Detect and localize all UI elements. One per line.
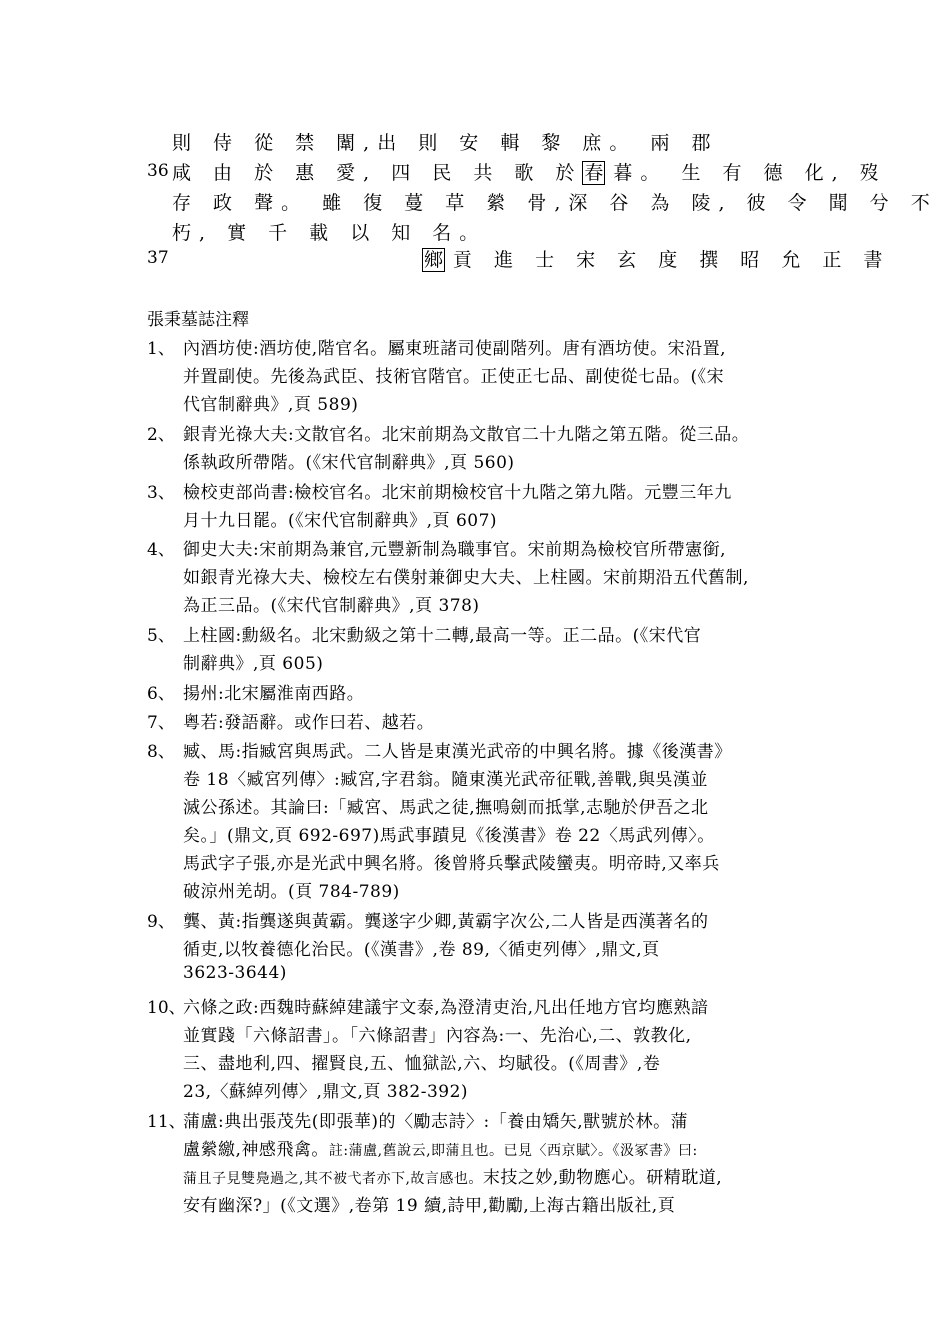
note-line: 銀青光祿大夫:文散官名。北宋前期為文散官二十九階之第五階。從三品。 — [183, 425, 750, 445]
note-line: 如銀青光祿大夫、檢校左右僕射兼御史大夫、上柱國。宋前期沿五代舊制, — [183, 568, 749, 588]
note-number: 2、 — [147, 425, 175, 445]
epitaph-line-e — [422, 245, 890, 272]
note-line: 係執政所帶階。(《宋代官制辭典》,頁 560) — [183, 453, 515, 473]
epitaph-line-c: 存 政 聲。 雖 復 蔓 草 縈 骨,深 谷 為 陵, 彼 令 聞 兮 不 — [172, 192, 938, 214]
note-line: 粵若:發語辭。或作曰若、越若。 — [183, 713, 435, 733]
note-line: 臧、馬:指臧宮與馬武。二人皆是東漢光武帝的中興名將。據《後漢書》 — [183, 742, 732, 762]
line-number-37: 37 — [147, 248, 169, 268]
note-line: 為正三品。(《宋代官制辭典》,頁 378) — [183, 596, 480, 616]
note-line: 內酒坊使:酒坊使,階官名。屬東班諸司使副階列。唐有酒坊使。宋沿置, — [183, 339, 727, 359]
note-number: 6、 — [147, 684, 175, 704]
note-line: 卷 18〈臧宮列傳〉:臧宮,字君翁。隨東漢光武帝征戰,善戰,與吳漢並 — [183, 770, 708, 790]
epitaph-line-e-text: 貢 進 士 宋 玄 度 撰 昭 允 正 書 — [453, 249, 891, 271]
note-annotation: 註:蒲盧,舊說云,即蒲且也。已見〈西京賦〉。《汲冢書》曰: — [328, 1143, 698, 1159]
note-line: 上柱國:勳級名。北宋勳級之第十二轉,最高一等。正二品。(《宋代官 — [183, 626, 702, 646]
note-number: 3、 — [147, 483, 175, 503]
note-text: 末技之妙,動物應心。研精耽道, — [482, 1168, 723, 1188]
note-line: 並實踐「六條詔書」。「六條詔書」內容為:一、先治心,二、敦教化, — [183, 1026, 692, 1046]
note-number: 7、 — [147, 713, 175, 733]
epitaph-line-b-part2: 暮。 生 有 德 化, 歿 — [613, 162, 887, 184]
note-line: 3623-3644) — [183, 963, 287, 983]
note-text: 盧縈繳,神感飛禽。 — [183, 1140, 329, 1160]
note-line: 制辭典》,頁 605) — [183, 654, 324, 674]
note-number: 4、 — [147, 540, 175, 560]
note-line: 三、盡地利,四、擢賢良,五、恤獄訟,六、均賦役。(《周書》,卷 — [183, 1054, 661, 1074]
epitaph-line-b — [172, 158, 887, 185]
note-line: 六條之政:西魏時蘇綽建議宇文泰,為澄清吏治,凡出任地方官均應熟諳 — [183, 998, 709, 1018]
note-number: 9、 — [147, 912, 175, 932]
note-number: 1、 — [147, 339, 175, 359]
note-line: 檢校吏部尚書:檢校官名。北宋前期檢校官十九階之第九階。元豐三年九 — [183, 483, 732, 503]
note-line — [183, 1135, 698, 1160]
note-line: 滅公孫述。其論曰:「臧宮、馬武之徒,撫鳴劍而抵掌,志馳於伊吾之北 — [183, 798, 709, 818]
note-annotation: 蒲且子見雙鳧過之,其不被弋者亦下,故言感也。 — [183, 1171, 483, 1187]
note-line: 龔、黃:指龔遂與黃霸。龔遂字少卿,黃霸字次公,二人皆是西漢著名的 — [183, 912, 709, 932]
note-line: 并置副使。先後為武臣、技術官階官。正使正七品、副使從七品。(《宋 — [183, 367, 725, 387]
note-number: 11、 — [147, 1112, 186, 1132]
note-line: 矣。」(鼎文,頁 692-697)馬武事蹟見《後漢書》卷 22〈馬武列傳〉。 — [183, 826, 715, 846]
note-line — [183, 1163, 722, 1188]
epitaph-line-b-part1: 咸 由 於 惠 愛, 四 民 共 歌 於 — [172, 162, 583, 184]
note-number: 10、 — [147, 998, 186, 1018]
line-number-36: 36 — [147, 161, 169, 181]
note-line: 破涼州羌胡。(頁 784-789) — [183, 882, 400, 902]
note-number: 5、 — [147, 626, 175, 646]
note-line: 月十九日罷。(《宋代官制辭典》,頁 607) — [183, 511, 498, 531]
note-line: 馬武字子張,亦是光武中興名將。後曾將兵擊武陵蠻夷。明帝時,又率兵 — [183, 854, 720, 874]
boxed-character: 鄉 — [424, 249, 444, 271]
boxed-character: 春 — [584, 162, 604, 184]
note-line: 23,〈蘇綽列傳〉,鼎文,頁 382-392) — [183, 1082, 469, 1102]
notes-title: 張秉墓誌注釋 — [147, 310, 249, 330]
epitaph-line-d: 朽, 實 千 載 以 知 名。 — [172, 222, 487, 244]
note-number: 8、 — [147, 742, 175, 762]
note-line: 蒲盧:典出張茂先(即張華)的〈勵志詩〉:「養由矯矢,獸號於林。蒲 — [183, 1112, 689, 1132]
note-line: 揚州:北宋屬淮南西路。 — [183, 684, 365, 704]
epitaph-line-a: 則 侍 從 禁 闈,出 則 安 輯 黎 庶。 兩 郡 — [172, 132, 719, 154]
note-line: 代官制辭典》,頁 589) — [183, 395, 359, 415]
note-line: 安有幽深?」(《文選》,卷第 19 續,詩甲,勸勵,上海古籍出版社,頁 — [183, 1196, 676, 1216]
note-line: 御史大夫:宋前期為兼官,元豐新制為職事官。宋前期為檢校官所帶憲銜, — [183, 540, 727, 560]
note-line: 循吏,以牧養德化治民。(《漢書》,卷 89,〈循吏列傳〉,鼎文,頁 — [183, 940, 660, 960]
